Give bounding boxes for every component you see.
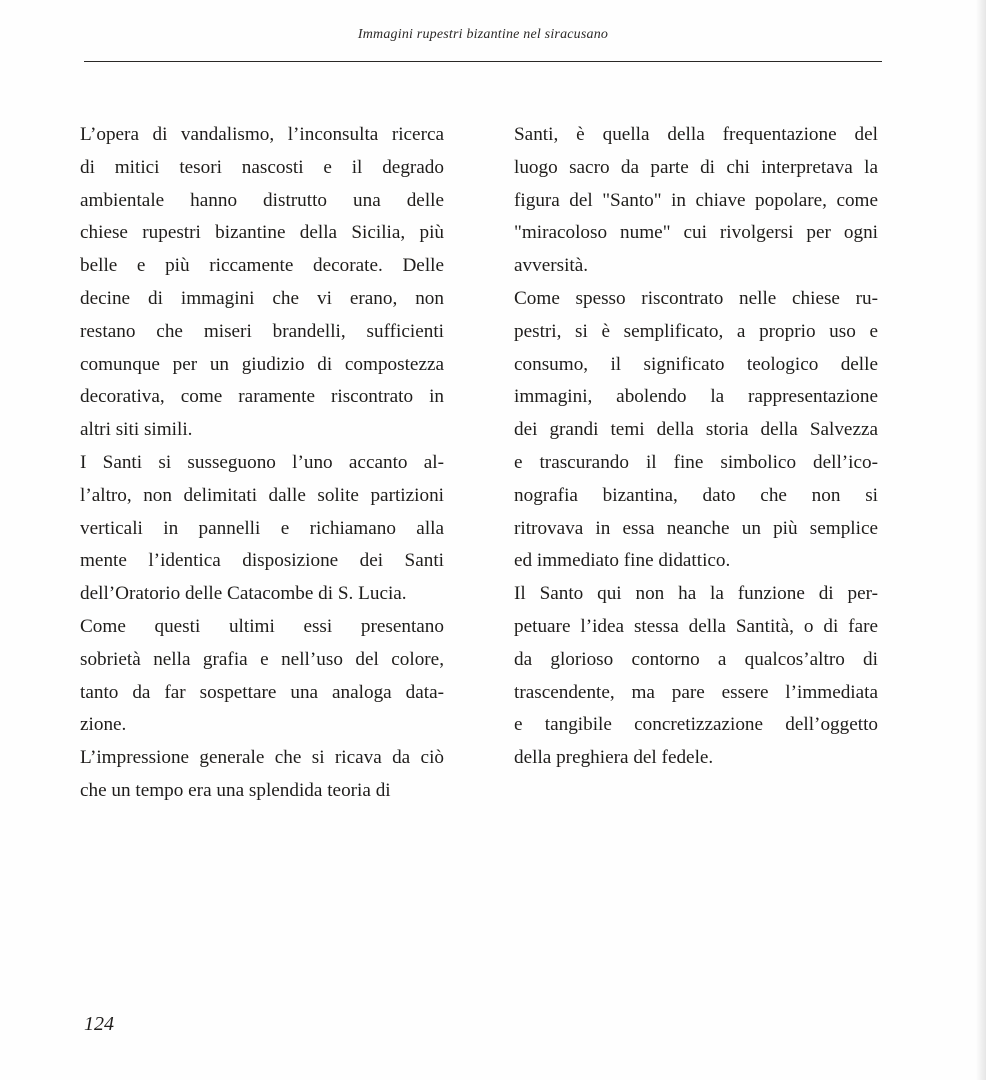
text-line: nografia bizantina, dato che non si (514, 484, 878, 506)
text-line: chiese rupestri bizantine della Sicilia, più (80, 222, 444, 244)
text-line: mente l’identica disposizione dei Santi (80, 550, 444, 572)
page-number: 124 (84, 1013, 114, 1035)
text-line: immagini, abolendo la rappresentazione (514, 386, 878, 408)
text-line: Come spesso riscontrato nelle chiese ru- (514, 287, 878, 309)
text-line: Santi, è quella della frequentazione del (514, 124, 878, 145)
text-line: di mitici tesori nascosti e il degrado (80, 156, 444, 178)
text-line: tanto da far sospettare una analoga data- (80, 681, 444, 703)
text-line: da glorioso contorno a qualcos’altro di (514, 648, 878, 670)
text-line: avversità. (514, 255, 589, 277)
running-header: Immagini rupestri bizantine nel siracusano (357, 27, 609, 42)
text-line: che un tempo era una splendida teoria di (80, 779, 391, 801)
text-line: decorativa, come raramente riscontrato in (80, 386, 444, 408)
text-line: belle e più riccamente decorate. Delle (80, 255, 444, 277)
text-line: L’impressione generale che si ricava da ciò (80, 747, 444, 769)
header-rule (84, 61, 882, 62)
text-line: L’opera di vandalismo, l’inconsulta ricerca (80, 124, 444, 145)
text-line: e tangibile concretizzazione dell’oggetto (514, 714, 878, 736)
text-line: ritrovava in essa neanche un più semplice (514, 517, 878, 539)
text-line: consumo, il significato teologico delle (514, 353, 878, 375)
text-line: luogo sacro da parte di chi interpretava la (514, 156, 878, 178)
text-line: I Santi si susseguono l’uno accanto al- (80, 451, 444, 473)
text-line: della preghiera del fedele. (514, 747, 714, 769)
text-line: dell’Oratorio delle Catacombe di S. Lucia. (80, 583, 407, 605)
text-line: figura del "Santo" in chiave popolare, come (514, 189, 878, 211)
text-line: ed immediato fine didattico. (514, 550, 731, 572)
text-line: "miracoloso nume" cui rivolgersi per ogni (514, 222, 878, 244)
text-line: zione. (80, 714, 127, 736)
text-line: e trascurando il fine simbolico dell’ico- (514, 451, 878, 473)
text-line: Il Santo qui non ha la funzione di per- (514, 583, 878, 605)
text-line: trascendente, ma pare essere l’immediata (514, 681, 878, 703)
right-text-column (514, 119, 878, 775)
text-line: petuare l’idea stessa della Santità, o di fare (514, 615, 878, 637)
text-line: decine di immagini che vi erano, non (80, 287, 444, 309)
text-line: restano che miseri brandelli, sufficienti (80, 320, 444, 342)
text-line: ambientale hanno distrutto una delle (80, 189, 444, 211)
text-line: Come questi ultimi essi presentano (80, 615, 444, 637)
text-line: verticali in pannelli e richiamano alla (80, 517, 444, 539)
page-edge-shadow (976, 0, 986, 1080)
left-text-column (80, 119, 444, 808)
text-line: comunque per un giudizio di compostezza (80, 353, 444, 375)
text-line: pestri, si è semplificato, a proprio uso e (514, 320, 878, 342)
text-line: dei grandi temi della storia della Salvezza (514, 419, 878, 441)
text-line: altri siti simili. (80, 419, 193, 441)
text-line: l’altro, non delimitati dalle solite partizioni (80, 484, 444, 506)
text-line: sobrietà nella grafia e nell’uso del colore, (80, 648, 444, 670)
